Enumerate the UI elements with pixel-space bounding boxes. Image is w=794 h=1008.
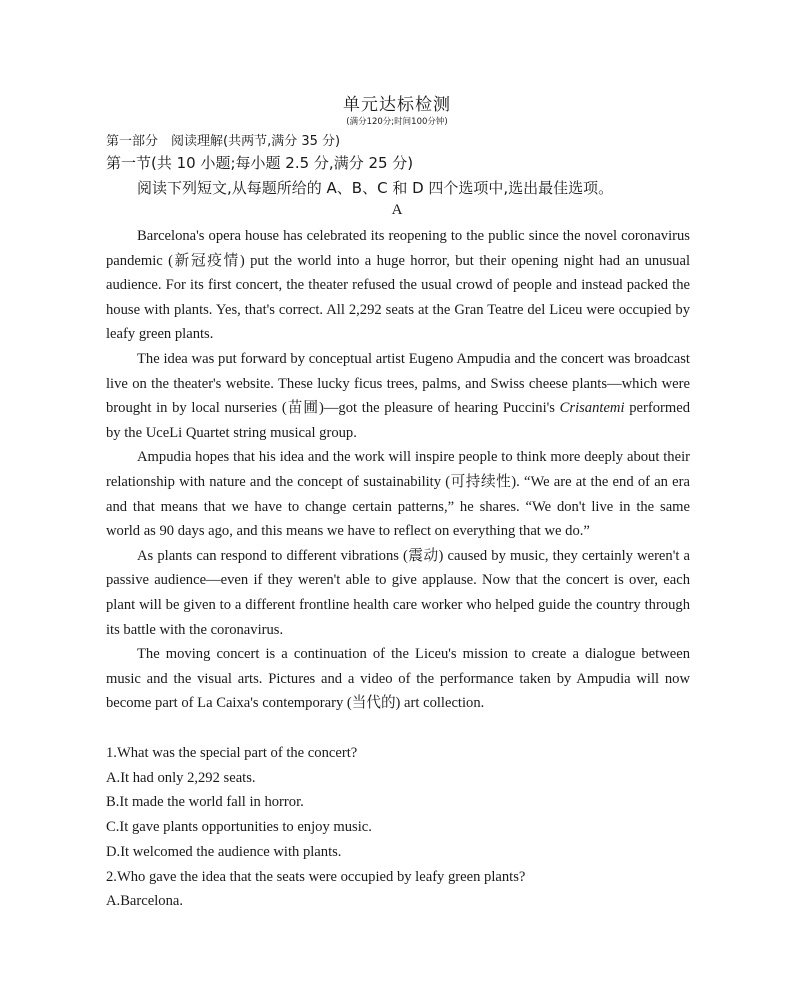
question-1-option-d: D.It welcomed the audience with plants. xyxy=(106,843,342,860)
question-2-option-a: A.Barcelona. xyxy=(106,893,183,910)
instruction-text: 阅读下列短文,从每题所给的 A、B、C 和 D 四个选项中,选出最佳选项。 xyxy=(137,179,614,197)
paragraph-5: The moving concert is a continuation of the Liceu's mission to create a dialogue between music and the visual arts. Pictures and a video of the performance taken by Ampudia will now become part of La Caixa's contemporary (当代的) art collection. xyxy=(106,646,690,712)
question-1: 1.What was the special part of the concert? xyxy=(106,745,358,761)
passage-label: A xyxy=(391,202,403,218)
question-1-option-a: A.It had only 2,292 seats. xyxy=(106,769,256,786)
passage-body xyxy=(106,224,690,716)
question-1-option-c: C.It gave plants opportunities to enjoy music. xyxy=(106,819,372,836)
page-title: 单元达标检测 xyxy=(343,95,451,115)
paragraph-3: Ampudia hopes that his idea and the work will inspire people to think more deeply about their relationship with nature and the concept of sustainability (可持续性). “We are at the end of an era and that means that we have to change certain patterns,” he shares. “We don't live in the same world as 90 days ago, and this means we have to reflect on everything that we do.” xyxy=(106,449,690,540)
paragraph-1: Barcelona's opera house has celebrated its reopening to the public since the novel coronavirus pandemic (新冠疫情) put the world into a huge horror, but their opening night had an unusual audience. For its first concert, the theater refused the usual crowd of people and instead packed the house with plants. Yes, that's correct. All 2,292 seats at the Gran Teatre del Liceu were occupied by leafy green plants. xyxy=(106,228,690,343)
paragraph-2-text-start: The idea was put forward by conceptual artist Eugeno Ampudia and the concert was broadcast live on the theater's website. These lucky ficus trees, palms, and Swiss cheese plants—which were brought in by local nurseries (苗圃)—got the pleasure of hearing Puccini's xyxy=(106,350,690,417)
question-2: 2.Who gave the idea that the seats were occupied by leafy green plants? xyxy=(106,868,526,885)
questions-block xyxy=(106,741,690,914)
part-heading: 第一部分 阅读理解(共两节,满分 35 分) xyxy=(106,134,341,149)
page-subtitle: (满分120分;时间100分钟) xyxy=(346,117,448,127)
paragraph-2-italic-title: Crisantemi xyxy=(559,400,625,417)
question-1-option-b: B.It made the world fall in horror. xyxy=(106,794,304,811)
paragraph-4: As plants can respond to different vibrations (震动) caused by music, they certainly weren't a passive audience—even if they weren't able to give applause. Now that the concert is over, each plant will be given to a different frontline health care worker who helped guide the country through its battle with the coronavirus. xyxy=(106,547,690,638)
section-heading: 第一节(共 10 小题;每小题 2.5 分,满分 25 分) xyxy=(106,154,414,172)
paragraph-2-text-end: performed by the UceLi Quartet string musical group. xyxy=(106,400,690,441)
paragraph-2 xyxy=(106,347,690,445)
